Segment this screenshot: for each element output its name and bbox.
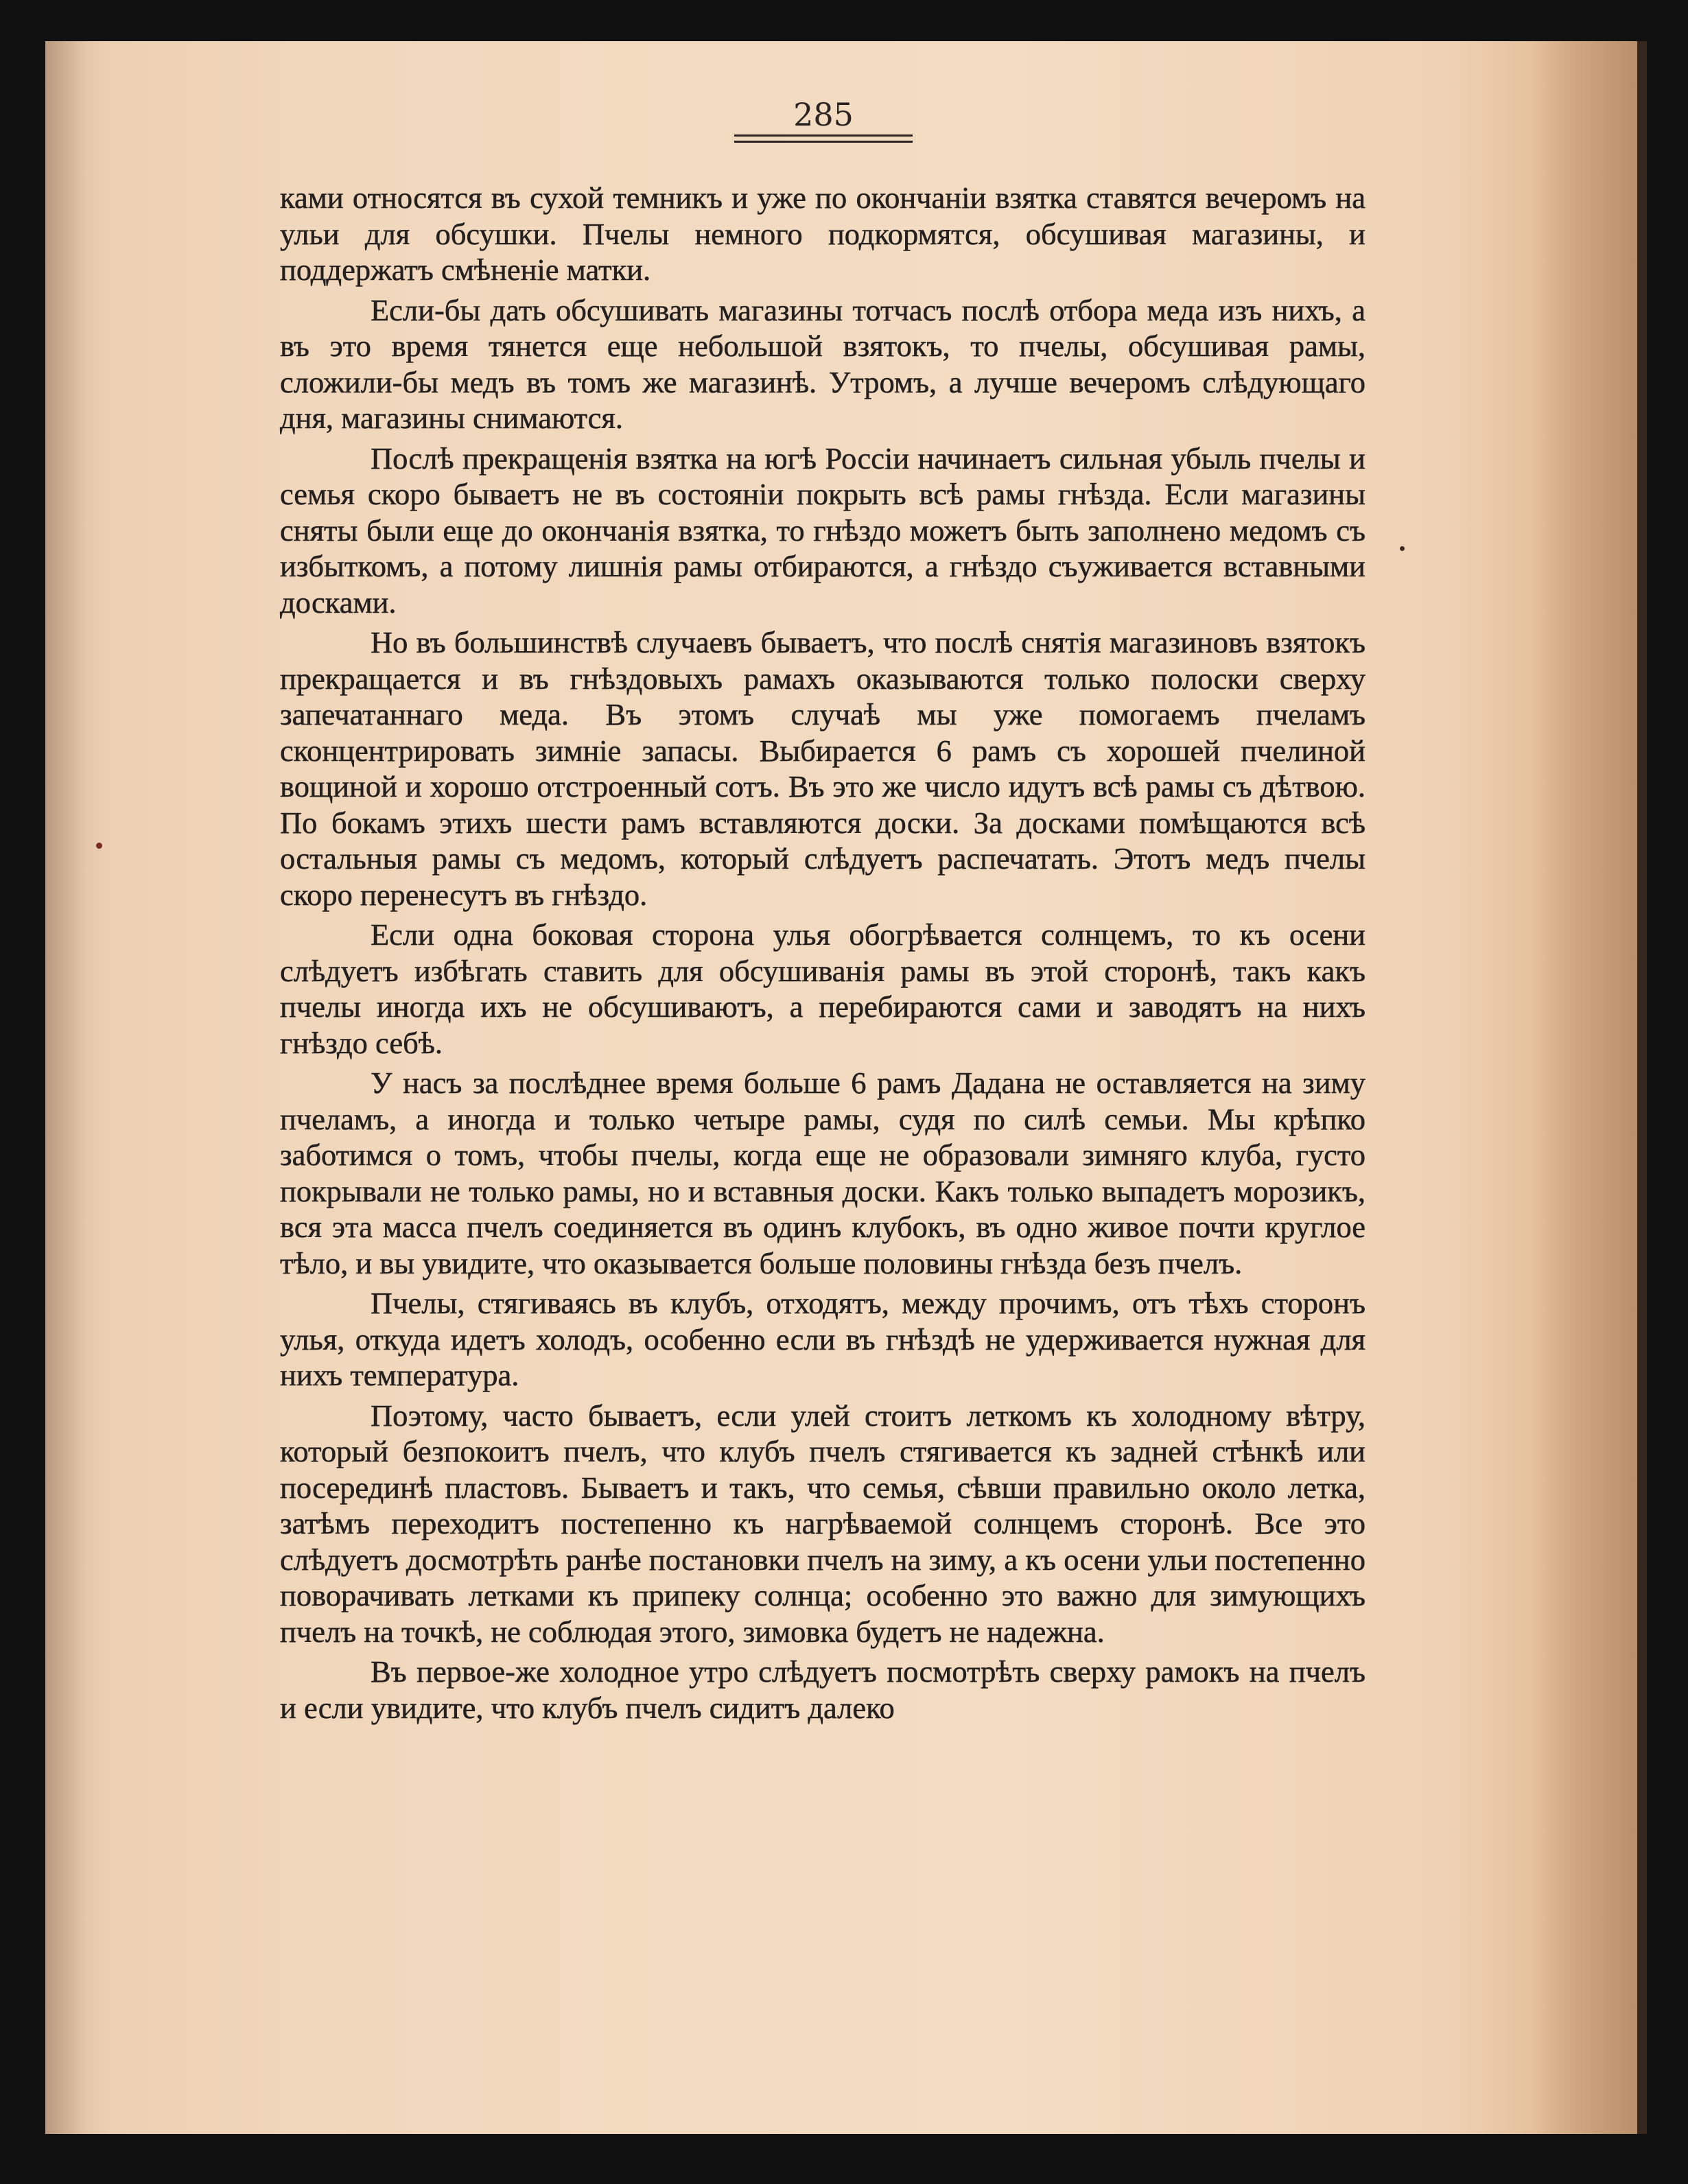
- paragraph: Послѣ прекращенія взятка на югѣ Россіи начинаетъ сильная убыль пчелы и семья скоро бываетъ не въ состояніи покрыть всѣ рамы гнѣзда. Если магазины сняты были еще до окончанія взятка, то гнѣздо можетъ быть заполнено медомъ съ избыткомъ, а потому лишнія рамы отбираются, а гнѣздо съуживается вставными досками.: [280, 441, 1365, 620]
- paragraph: Если-бы дать обсушивать магазины тотчасъ послѣ отбора меда изъ нихъ, а въ это время тянется еще небольшой взятокъ, то пчелы, обсушивая рамы, сложили-бы медъ въ томъ же магазинѣ. Утромъ, а лучше вечеромъ слѣдующаго дня, магазины снимаются.: [280, 292, 1365, 435]
- header-rule-top: [734, 134, 913, 137]
- body-text: [280, 180, 1365, 1730]
- paragraph: Поэтому, часто бываетъ, если улей стоитъ леткомъ къ холодному вѣтру, который безпокоитъ пчелъ, что клубъ пчелъ стягивается къ задней стѣнкѣ или посерединѣ пластовъ. Бываетъ и такъ, что семья, сѣвши правильно около летка, затѣмъ переходитъ постепенно къ нагрѣваемой солнцемъ сторонѣ. Все это слѣдуетъ досмотрѣть ранѣе постановки пчелъ на зиму, а къ осени ульи постепенно поворачивать летками къ припеку солнца; особенно это важно для зимующихъ пчелъ на точкѣ, не соблюдая этого, зимовка будетъ не надежна.: [280, 1398, 1365, 1649]
- header-rule-bottom: [734, 141, 913, 143]
- paper-spot: [1400, 546, 1405, 551]
- paragraph: Если одна боковая сторона улья обогрѣвается солнцемъ, то къ осени слѣдуетъ избѣгать ставить для обсушиванія рамы въ этой сторонѣ, такъ какъ пчелы иногда ихъ не обсушиваютъ, а перебираются сами и заводятъ на нихъ гнѣздо себѣ.: [280, 917, 1365, 1060]
- paper-spot: [96, 843, 102, 849]
- page-edge-shading: [1530, 41, 1647, 2134]
- paragraph: Пчелы, стягиваясь въ клубъ, отходятъ, между прочимъ, отъ тѣхъ сторонъ улья, откуда идетъ холодъ, особенно если въ гнѣздѣ не удерживается нужная для нихъ температура.: [280, 1286, 1365, 1392]
- paragraph-continued: ками относятся въ сухой темникъ и уже по окончаніи взятка ставятся вечеромъ на ульи для обсушки. Пчелы немного подкормятся, обсушивая магазины, и поддержатъ смѣненіе матки.: [280, 180, 1365, 287]
- gutter-shadow: [45, 41, 86, 2134]
- paragraph: У насъ за послѣднее время больше 6 рамъ Дадана не оставляется на зиму пчеламъ, а иногда и только четыре рамы, судя по силѣ семьи. Мы крѣпко заботимся о томъ, чтобы пчелы, когда еще не образовали зимняго клуба, густо покрывали не только рамы, но и вставныя доски. Какъ только выпадетъ морозикъ, вся эта масса пчелъ соединяется въ одинъ клубокъ, въ одно живое почти круглое тѣло, и вы увидите, что оказывается больше половины гнѣзда безъ пчелъ.: [280, 1066, 1365, 1280]
- page-number: 285: [793, 96, 854, 133]
- paragraph-last: Въ первое-же холодное утро слѣдуетъ посмотрѣть сверху рамокъ на пчелъ и если увидите, что клубъ пчелъ сидитъ далеко: [280, 1654, 1365, 1725]
- paragraph: Но въ большинствѣ случаевъ бываетъ, что послѣ снятія магазиновъ взятокъ прекращается и въ гнѣздовыхъ рамахъ оказываются только полоски сверху запечатаннаго меда. Въ этомъ случаѣ мы уже помогаемъ пчеламъ сконцентрировать зимніе запасы. Выбирается 6 рамъ съ хорошей пчелиной вощиной и хорошо отстроенный сотъ. Въ это же число идутъ всѣ рамы съ дѣтвою. По бокамъ этихъ шести рамъ вставляются доски. За досками помѣщаются всѣ остальныя рамы съ медомъ, который слѣдуетъ распечатать. Этотъ медъ пчелы скоро перенесутъ въ гнѣздо.: [280, 625, 1365, 912]
